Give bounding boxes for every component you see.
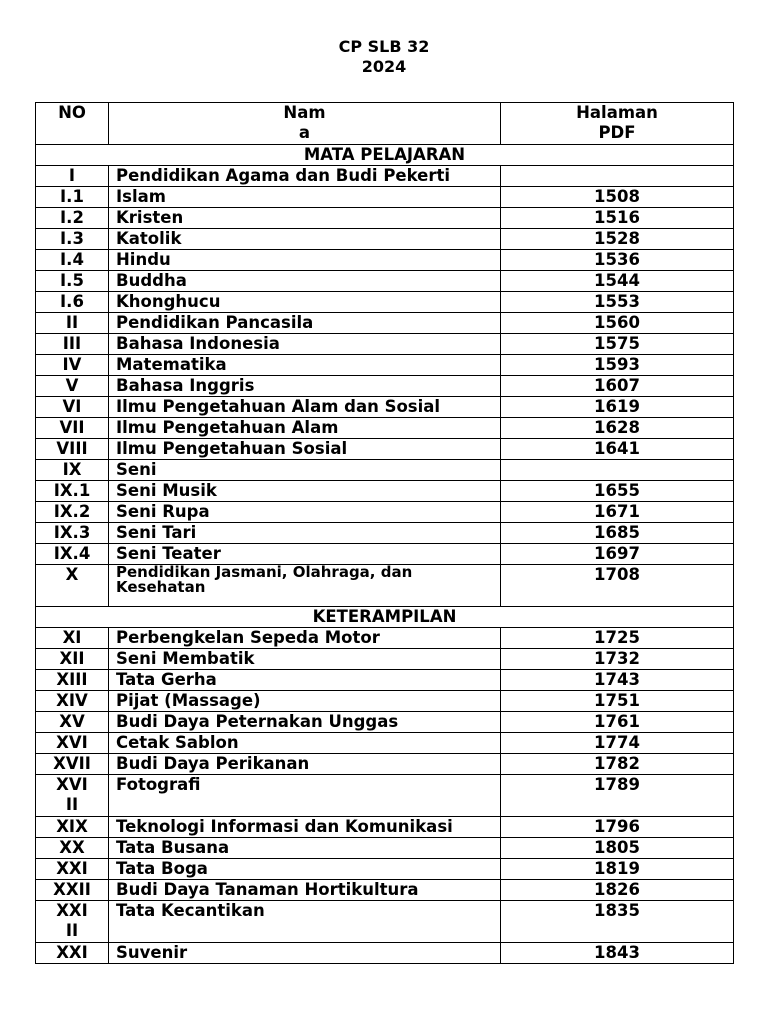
row-pdf-page: 1774 xyxy=(501,733,734,754)
row-number: III xyxy=(36,334,109,355)
row-number: VIII xyxy=(36,439,109,460)
table-row xyxy=(36,376,734,397)
row-number: IX xyxy=(36,460,109,481)
table-row xyxy=(36,292,734,313)
row-pdf-page: 1607 xyxy=(501,376,734,397)
table-row xyxy=(36,733,734,754)
row-subject-name: Hindu xyxy=(109,250,501,271)
row-pdf-page: 1655 xyxy=(501,481,734,502)
row-subject-name: Katolik xyxy=(109,229,501,250)
table-row xyxy=(36,355,734,376)
row-subject-name: Matematika xyxy=(109,355,501,376)
row-subject-name: Perbengkelan Sepeda Motor xyxy=(109,628,501,649)
row-subject-name: Seni Musik xyxy=(109,481,501,502)
row-number: IV xyxy=(36,355,109,376)
section-heading: MATA PELAJARAN xyxy=(36,145,734,166)
row-pdf-page: 1641 xyxy=(501,439,734,460)
header-name xyxy=(109,103,501,145)
row-pdf-page: 1819 xyxy=(501,859,734,880)
row-subject-name: Bahasa Indonesia xyxy=(109,334,501,355)
row-pdf-page: 1796 xyxy=(501,817,734,838)
row-number: XX xyxy=(36,838,109,859)
table-row xyxy=(36,523,734,544)
row-pdf-page: 1544 xyxy=(501,271,734,292)
table-row xyxy=(36,628,734,649)
row-number-line-2: II xyxy=(65,795,79,814)
header-name-line-1: Nam xyxy=(283,103,326,122)
row-subject-name: Seni Membatik xyxy=(109,649,501,670)
row-number: XII xyxy=(36,649,109,670)
row-number: I.2 xyxy=(36,208,109,229)
row-subject-name: Seni xyxy=(109,460,501,481)
header-page-line-1: Halaman xyxy=(576,103,658,122)
row-number: XXI xyxy=(36,943,109,964)
row-number: VI xyxy=(36,397,109,418)
row-subject-name: Ilmu Pengetahuan Alam xyxy=(109,418,501,439)
row-pdf-page: 1553 xyxy=(501,292,734,313)
row-pdf-page: 1708 xyxy=(501,565,734,607)
table-row xyxy=(36,313,734,334)
row-subject-name: Ilmu Pengetahuan Alam dan Sosial xyxy=(109,397,501,418)
row-number: IX.4 xyxy=(36,544,109,565)
table-row xyxy=(36,334,734,355)
row-pdf-page xyxy=(501,460,734,481)
row-pdf-page: 1593 xyxy=(501,355,734,376)
row-subject-name xyxy=(109,565,501,607)
table-row xyxy=(36,754,734,775)
row-pdf-page: 1628 xyxy=(501,418,734,439)
row-subject-name: Budi Daya Tanaman Hortikultura xyxy=(109,880,501,901)
table-row xyxy=(36,481,734,502)
row-subject-name-line-1: Pendidikan Jasmani, Olahraga, dan xyxy=(116,564,413,581)
section-heading: KETERAMPILAN xyxy=(36,607,734,628)
table-row xyxy=(36,208,734,229)
row-subject-name-line-2: Kesehatan xyxy=(116,578,206,596)
table-row xyxy=(36,544,734,565)
row-pdf-page: 1536 xyxy=(501,250,734,271)
row-pdf-page: 1743 xyxy=(501,670,734,691)
row-pdf-page: 1732 xyxy=(501,649,734,670)
row-number-line-1: XVI xyxy=(56,775,88,794)
row-pdf-page: 1575 xyxy=(501,334,734,355)
table-row xyxy=(36,859,734,880)
table-row xyxy=(36,712,734,733)
row-number: X xyxy=(36,565,109,607)
row-pdf-page: 1671 xyxy=(501,502,734,523)
table-row xyxy=(36,502,734,523)
row-number: I xyxy=(36,166,109,187)
row-subject-name: Budi Daya Perikanan xyxy=(109,754,501,775)
row-subject-name: Seni Tari xyxy=(109,523,501,544)
row-subject-name: Bahasa Inggris xyxy=(109,376,501,397)
row-subject-name: Cetak Sablon xyxy=(109,733,501,754)
row-subject-name: Pendidikan Agama dan Budi Pekerti xyxy=(109,166,501,187)
row-pdf-page: 1619 xyxy=(501,397,734,418)
header-page-line-2: PDF xyxy=(598,123,636,142)
row-subject-name: Tata Busana xyxy=(109,838,501,859)
row-subject-name: Teknologi Informasi dan Komunikasi xyxy=(109,817,501,838)
header-no: NO xyxy=(36,103,109,145)
row-pdf-page: 1528 xyxy=(501,229,734,250)
row-pdf-page: 1508 xyxy=(501,187,734,208)
contents-table xyxy=(35,102,734,964)
row-pdf-page: 1685 xyxy=(501,523,734,544)
row-subject-name: Pendidikan Pancasila xyxy=(109,313,501,334)
table-row xyxy=(36,691,734,712)
row-subject-name: Pijat (Massage) xyxy=(109,691,501,712)
row-number: XXI xyxy=(36,859,109,880)
title-line-1: CP SLB 32 xyxy=(338,37,430,56)
section-row-mata-pelajaran xyxy=(36,145,734,166)
row-number xyxy=(36,901,109,943)
row-pdf-page: 1789 xyxy=(501,775,734,817)
table-row xyxy=(36,670,734,691)
row-number: XIII xyxy=(36,670,109,691)
row-number: XIX xyxy=(36,817,109,838)
row-number: IX.3 xyxy=(36,523,109,544)
header-name-line-2: a xyxy=(298,123,311,142)
row-pdf-page: 1805 xyxy=(501,838,734,859)
table-row xyxy=(36,901,734,943)
row-pdf-page: 1560 xyxy=(501,313,734,334)
row-pdf-page: 1516 xyxy=(501,208,734,229)
row-pdf-page: 1697 xyxy=(501,544,734,565)
row-pdf-page: 1835 xyxy=(501,901,734,943)
row-subject-name: Buddha xyxy=(109,271,501,292)
row-pdf-page: 1826 xyxy=(501,880,734,901)
row-subject-name: Khonghucu xyxy=(109,292,501,313)
row-pdf-page: 1843 xyxy=(501,943,734,964)
table-row xyxy=(36,187,734,208)
row-subject-name: Kristen xyxy=(109,208,501,229)
row-subject-name: Islam xyxy=(109,187,501,208)
row-pdf-page: 1782 xyxy=(501,754,734,775)
table-row xyxy=(36,943,734,964)
row-pdf-page xyxy=(501,166,734,187)
row-number: I.5 xyxy=(36,271,109,292)
row-subject-name: Seni Teater xyxy=(109,544,501,565)
table-row xyxy=(36,229,734,250)
row-number: II xyxy=(36,313,109,334)
table-row xyxy=(36,397,734,418)
row-number: I.4 xyxy=(36,250,109,271)
document-title xyxy=(0,37,768,77)
row-pdf-page: 1761 xyxy=(501,712,734,733)
row-number: XVII xyxy=(36,754,109,775)
table-row xyxy=(36,565,734,607)
table-row xyxy=(36,418,734,439)
table-row xyxy=(36,166,734,187)
row-subject-name: Tata Kecantikan xyxy=(109,901,501,943)
row-number: XIV xyxy=(36,691,109,712)
row-number: XVI xyxy=(36,733,109,754)
table-row xyxy=(36,271,734,292)
row-number: I.1 xyxy=(36,187,109,208)
table-row xyxy=(36,439,734,460)
row-pdf-page: 1751 xyxy=(501,691,734,712)
row-number: I.3 xyxy=(36,229,109,250)
row-number: IX.2 xyxy=(36,502,109,523)
table-row xyxy=(36,460,734,481)
row-number: VII xyxy=(36,418,109,439)
title-line-2: 2024 xyxy=(361,57,407,76)
table-row xyxy=(36,649,734,670)
row-subject-name: Tata Gerha xyxy=(109,670,501,691)
table-row xyxy=(36,775,734,817)
row-subject-name: Tata Boga xyxy=(109,859,501,880)
section-row-keterampilan xyxy=(36,607,734,628)
table-row xyxy=(36,250,734,271)
row-subject-name: Seni Rupa xyxy=(109,502,501,523)
row-number: V xyxy=(36,376,109,397)
table-row xyxy=(36,838,734,859)
row-number: XXII xyxy=(36,880,109,901)
row-subject-name: Ilmu Pengetahuan Sosial xyxy=(109,439,501,460)
row-number: I.6 xyxy=(36,292,109,313)
row-number: IX.1 xyxy=(36,481,109,502)
header-row xyxy=(36,103,734,145)
table-body xyxy=(36,103,734,964)
table-row xyxy=(36,817,734,838)
row-number-line-1: XXI xyxy=(56,901,88,920)
row-subject-name: Fotografi xyxy=(109,775,501,817)
row-subject-name: Suvenir xyxy=(109,943,501,964)
table-row xyxy=(36,880,734,901)
row-number xyxy=(36,775,109,817)
row-number-line-2: II xyxy=(65,921,79,940)
row-number: XI xyxy=(36,628,109,649)
row-number: XV xyxy=(36,712,109,733)
row-subject-name: Budi Daya Peternakan Unggas xyxy=(109,712,501,733)
header-page xyxy=(501,103,734,145)
row-pdf-page: 1725 xyxy=(501,628,734,649)
